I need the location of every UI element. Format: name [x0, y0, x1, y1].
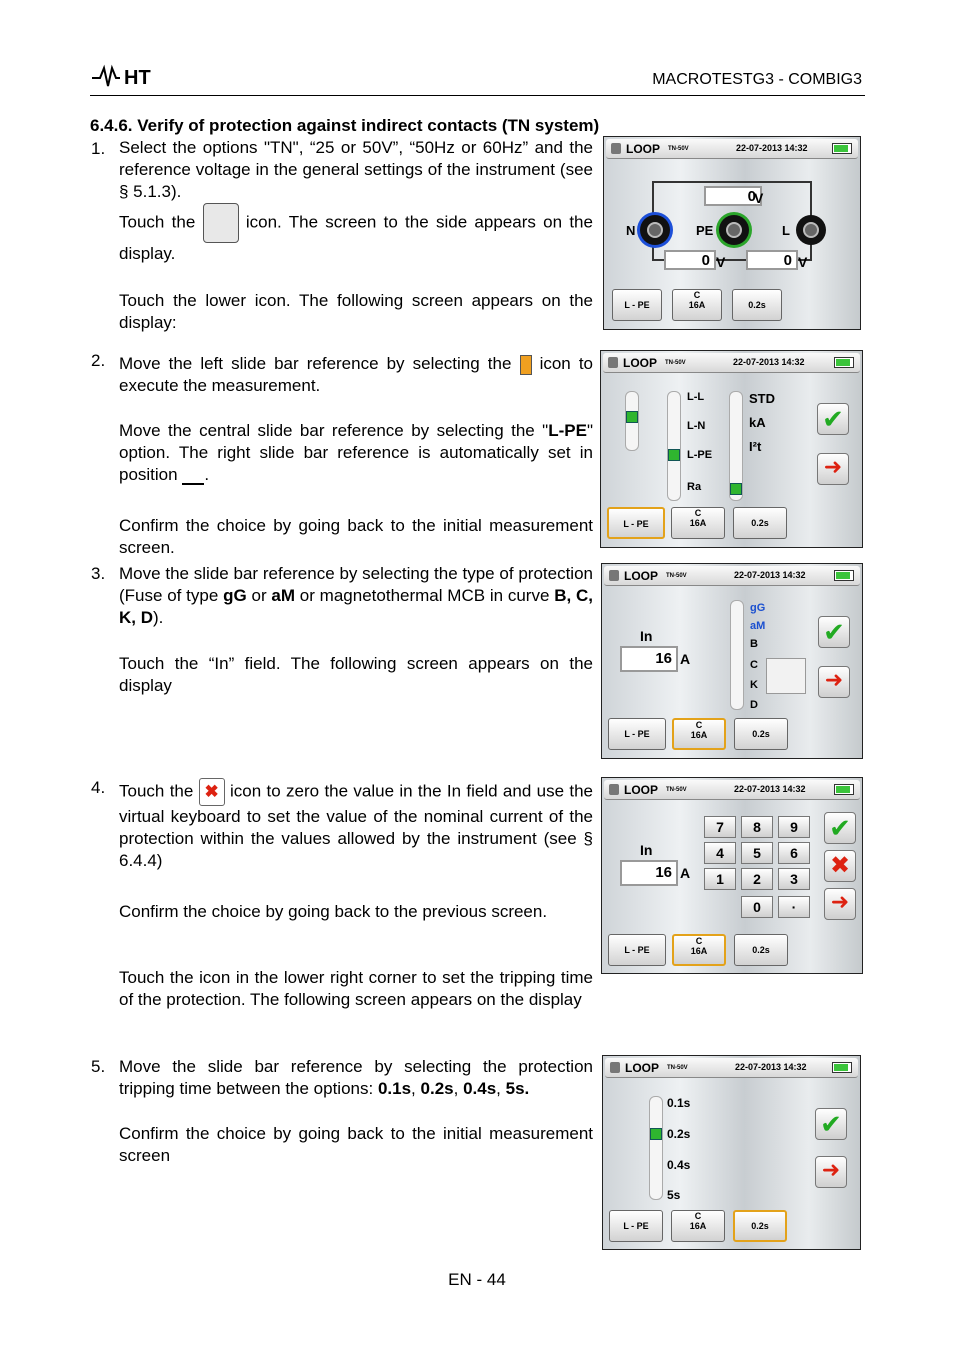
voltage-right: 0: [746, 250, 798, 270]
step-number: 2.: [91, 351, 106, 370]
header-divider: [90, 95, 865, 96]
instrument-screen-4: LOOP TN-50V 22-07-2013 14:32 In 16 A 7 8 9 4 5 6 1 2 3 0 · ✔ ✖ ➜ L - PE C 16A 0.2s: [601, 777, 863, 974]
doc-title: MACROTESTG3 - COMBIG3: [652, 71, 862, 88]
step4-p3: Touch the icon in the lower right corner to set the tripping time of the protection. The following screen appears on the display: [119, 968, 593, 1009]
step-number: 1.: [91, 139, 106, 158]
step1-p1: Select the options "TN", “25 or 50V”, “50Hz or 60Hz” and the reference voltage in the general settings of the instrument (see § 5.1.3).: [119, 138, 593, 201]
terminal-pe: [719, 215, 749, 245]
instrument-screen-2: LOOP TN-50V 22-07-2013 14:32 L-L L-N L-PE Ra STD kA I²t ✔ ➜ L - PE C 16A 0.2s: [600, 350, 863, 548]
slider-right-knob[interactable]: [730, 483, 742, 495]
loop-function-icon: [203, 203, 239, 243]
step3-p1: Move the slide bar reference by selecting the type of protection (Fuse of type gG or aM or magnetothermal MCB in curve B, C, K, D).: [119, 564, 593, 627]
step2-p3: Confirm the choice by going back to the initial measurement screen.: [119, 516, 593, 557]
step-number: 3.: [91, 564, 106, 583]
page-number: EN - 44: [448, 1270, 506, 1289]
instrument-screen-1: LOOP TN-50V 22-07-2013 14:32 0 V N PE L 0 0 V V L - PE C 16A 0.2s: [603, 136, 861, 330]
exit-icon[interactable]: ➜: [817, 453, 849, 485]
pe-position-icon: [182, 467, 204, 485]
mcb-image: [766, 658, 806, 694]
slider-type[interactable]: [730, 600, 744, 710]
step1-p3: Touch the lower icon. The following screen appears on the display:: [119, 291, 593, 332]
lock-icon: [611, 143, 621, 154]
label-l: L: [782, 223, 790, 238]
step-number: 4.: [91, 778, 106, 797]
instrument-screen-5: LOOP TN-50V 22-07-2013 14:32 0.1s 0.2s 0.4s 5s ✔ ➜ L - PE C 16A 0.2s: [602, 1055, 861, 1250]
step1-p2: Touch the icon. The screen to the side appears on the display.: [119, 203, 593, 265]
voltage-top: 0: [704, 186, 762, 206]
step5-p1: Move the slide bar reference by selecting the protection tripping time between the options: 0.1s, 0.2s, 0.4s, 5s.: [119, 1057, 593, 1098]
instrument-icon: [520, 355, 532, 375]
logo-text: HT: [124, 67, 151, 89]
slider-mid[interactable]: [667, 391, 681, 501]
slider-time-knob[interactable]: [650, 1128, 662, 1140]
step-number: 5.: [91, 1057, 106, 1076]
battery-icon: [832, 143, 852, 154]
instrument-screen-3: LOOP TN-50V 22-07-2013 14:32 In 16 A gG aM B C K D ✔ ➜ L - PE C 16A 0.2s: [601, 563, 863, 759]
terminal-l: [796, 215, 826, 245]
section-title: 6.4.6. Verify of protection against indirect contacts (TN system): [90, 116, 600, 135]
btn-time[interactable]: 0.2s: [732, 289, 782, 321]
ht-logo: [90, 60, 170, 90]
voltage-left: 0: [664, 250, 716, 270]
clear-x-icon: ✖: [199, 778, 225, 806]
step4-p1: Touch the ✖ icon to zero the value in the In field and use the virtual keyboard to set the value of the nominal current of the protection within the values allowed by the instrument (see § 6.4.4): [119, 778, 593, 872]
confirm-check-icon[interactable]: ✔: [817, 403, 849, 435]
step2-p2: Move the central slide bar reference by selecting the "L-PE" option. The right slide bar reference is automatically set in position .: [119, 421, 593, 484]
label-n: N: [626, 223, 636, 238]
step4-p2: Confirm the choice by going back to the previous screen.: [119, 902, 548, 921]
clear-x-icon[interactable]: ✖: [824, 850, 856, 882]
btn-lpe[interactable]: L - PE: [612, 289, 662, 321]
slider-left-knob[interactable]: [626, 411, 638, 423]
slider-mid-knob[interactable]: [668, 449, 680, 461]
label-pe: PE: [696, 223, 714, 238]
btn-protection[interactable]: C 16A: [672, 289, 722, 321]
step5-p2: Confirm the choice by going back to the initial measurement screen: [119, 1124, 593, 1165]
in-field[interactable]: 16: [620, 646, 678, 672]
terminal-n: [640, 215, 670, 245]
step2-p1: Move the left slide bar reference by selecting the icon to execute the measurement.: [119, 354, 594, 395]
step3-p2: Touch the “In” field. The following screen appears on the display: [119, 654, 593, 695]
slider-time[interactable]: [649, 1096, 663, 1200]
